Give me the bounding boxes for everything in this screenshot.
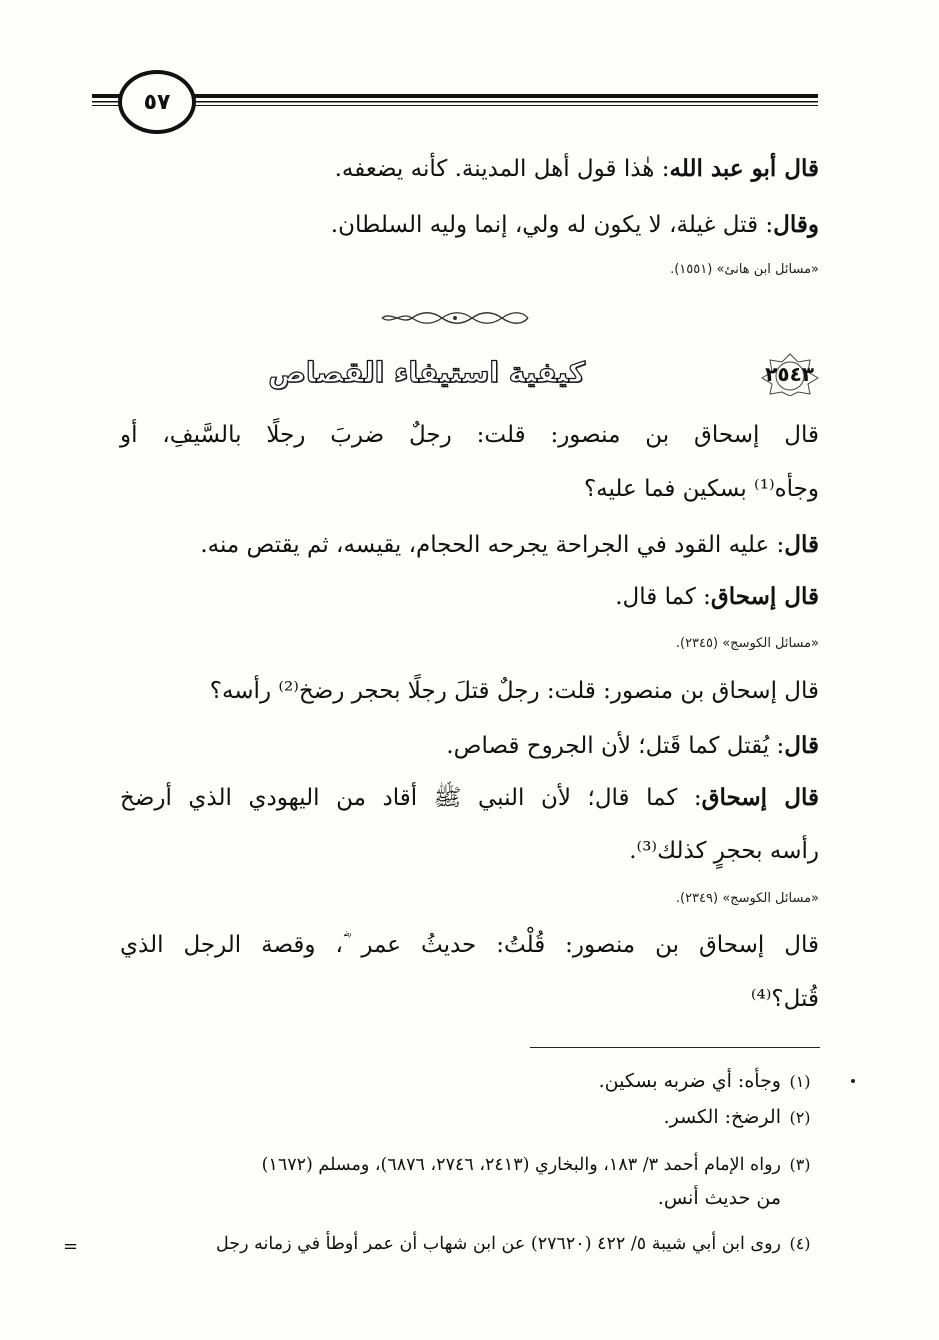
speaker: قال إسحاق: [701, 784, 819, 811]
footnote-text: روى ابن أبي شيبة ٥/ ٤٢٢ (٢٧٦٢٠) عن ابن شهاب أن عمر أوطأ في زمانه رجل: [216, 1234, 781, 1254]
footnote: [262, 1151, 819, 1179]
speaker: وقال: [773, 211, 819, 238]
source-reference: «مسائل الكوسج» (٢٣٤٩).: [675, 891, 819, 906]
line-text: : قتل غيلة، لا يكون له ولي، إنما وليه السلطان.: [330, 212, 774, 238]
footnote-text: من حديث أنس.: [657, 1187, 781, 1209]
footnote-rule: [530, 1047, 820, 1048]
header-rule: [92, 92, 818, 110]
section-heading: [120, 352, 820, 402]
line-text: : عليه القود في الجراحة يجرحه الحجام، يقيسه، ثم يقتص منه.: [200, 532, 785, 558]
margin-dot: [851, 1079, 855, 1083]
ornament-divider: [380, 311, 530, 325]
text-line: [331, 208, 819, 242]
speaker: قال إسحاق: [710, 583, 819, 610]
line-text: : كما قال؛ لأن النبي ﷺ أقاد من اليهودي الذي أرضخ: [120, 785, 702, 811]
footnote-number: (٤): [789, 1234, 811, 1253]
text-line: [446, 729, 819, 763]
footnote-number: (٣): [789, 1155, 811, 1174]
text-line: [335, 152, 819, 186]
footnote-number: (٢): [789, 1108, 811, 1127]
section-number: ٢٥٤٣: [765, 362, 814, 386]
continuation-mark: =: [63, 1236, 79, 1257]
line-text: : كما قال.: [615, 584, 711, 610]
footnote-number: (١): [789, 1072, 811, 1091]
text-line: رأسه بحجرٍ كذلك⁽³⁾.: [629, 838, 819, 864]
text-line: قال إسحاق بن منصور: قلت: رجلٌ قتلَ رجلًا بحجر رضخ⁽²⁾ رأسه؟: [209, 678, 819, 704]
text-line: قال إسحاق بن منصور: قلت: رجلٌ ضربَ رجلًا بالسَّيفِ، أو: [120, 422, 819, 448]
source-reference: «مسائل ابن هانئ» (١٥٥١).: [670, 262, 819, 277]
text-line: [120, 781, 819, 815]
text-line: [200, 528, 819, 562]
text-line: [615, 580, 819, 614]
speaker: قال أبو عبد الله: [669, 155, 819, 182]
speaker: قال: [784, 732, 819, 759]
text-line: قال إسحاق بن منصور: قُلْتُ: حديثُ عمر ؓ، وقصة الرجل الذي: [120, 932, 819, 958]
footnote-text: رواه الإمام أحمد ٣/ ١٨٣، والبخاري (٢٤١٣، ٢٧٤٦، ٦٨٧٦)، ومسلم (١٦٧٢): [261, 1155, 781, 1175]
footnote-text: الرضخ: الكسر.: [663, 1106, 781, 1128]
section-number-badge: [760, 352, 820, 396]
speaker: قال: [784, 531, 819, 558]
section-title: كيفية استيفاء القصاص: [268, 356, 585, 389]
line-text: : يُقتل كما قَتل؛ لأن الجروح قصاص.: [446, 733, 785, 759]
line-text: : هٰذا قول أهل المدينة. كأنه يضعفه.: [334, 156, 670, 182]
footnote: [216, 1230, 819, 1258]
text-line: وجأه⁽¹⁾ بسكين فما عليه؟: [583, 476, 819, 502]
footnote: [599, 1067, 819, 1096]
source-reference: «مسائل الكوسج» (٢٣٤٥).: [675, 636, 819, 651]
footnote: [658, 1184, 819, 1212]
text-line: قُتل؟⁽⁴⁾: [750, 986, 819, 1012]
footnote: [664, 1103, 819, 1132]
page-number: ٥٧: [143, 89, 171, 115]
footnote-text: وجأه: أي ضربه بسكين.: [598, 1070, 781, 1092]
page-number-badge: [118, 70, 196, 134]
